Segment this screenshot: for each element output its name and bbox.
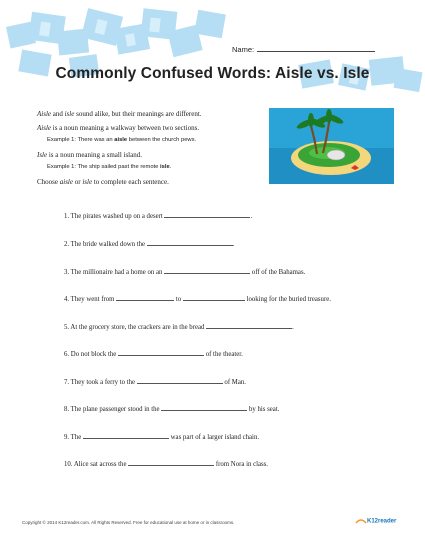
answer-blank-8[interactable] [161,404,247,411]
intro-line: Aisle and isle sound alike, but their meanings are different. [37,110,202,118]
answer-blank-10[interactable] [128,459,214,466]
answer-blank-3[interactable] [164,267,250,274]
answer-blank-4a[interactable] [116,294,174,301]
intro-section [37,110,202,187]
question-8: 8. The plane passenger stood in the by his seat. [64,406,280,413]
k12reader-logo: K12reader [355,517,396,525]
question-5: 5. At the grocery store, the crackers are in the bread . [64,324,294,331]
worksheet-title: Commonly Confused Words: Aisle vs. Isle [55,65,370,82]
name-label: Name: [232,45,255,54]
aisle-definition: Aisle is a noun meaning a walkway between two sections. [37,124,200,132]
aisle-example: Example 1: There was an aisle between the church pews. [47,137,197,143]
question-4: 4. They went from to looking for the buried treasure. [64,296,331,303]
question-9: 9. The was part of a larger island chain. [64,434,260,441]
header-banner [0,0,425,110]
question-3: 3. The millionaire had a home on an off of the Bahamas. [64,269,306,276]
name-field[interactable] [232,44,375,54]
logo-icon [355,517,367,525]
answer-blank-2[interactable] [147,239,233,246]
question-10: 10. Alice sat across the from Nora in class. [64,461,268,468]
isle-example: Example 1: The ship sailed past the remote isle. [47,164,172,170]
copyright-notice: Copyright © 2014 K12reader.com. All Rights Reserved. Free for educational use at home or in classrooms. [22,520,235,525]
answer-blank-6[interactable] [118,349,204,356]
name-blank[interactable] [257,44,375,52]
question-6: 6. Do not block the of the theater. [64,351,243,358]
answer-blank-9[interactable] [83,432,169,439]
question-1: 1. The pirates washed up on a desert . [64,213,253,220]
answer-blank-4b[interactable] [183,294,245,301]
island-illustration [269,108,394,184]
isle-definition: Isle is a noun meaning a small island. [37,151,142,159]
question-2: 2. The bride walked down the . [64,241,235,248]
answer-blank-7[interactable] [137,377,223,384]
instructions: Choose aisle or isle to complete each sentence. [37,178,169,186]
answer-blank-5[interactable] [206,322,292,329]
answer-blank-1[interactable] [164,211,250,218]
question-7: 7. They took a ferry to the of Man. [64,379,246,386]
